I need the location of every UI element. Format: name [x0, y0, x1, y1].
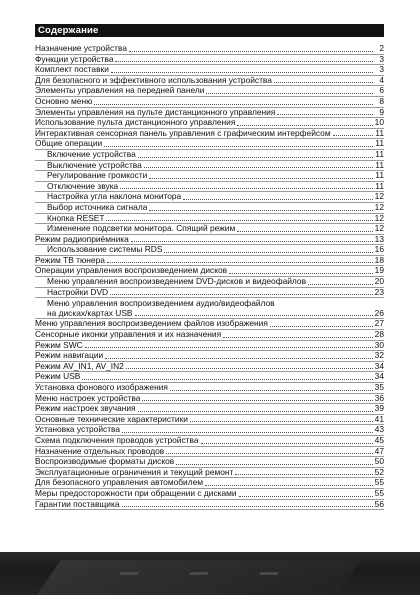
- toc-entry: [35, 288, 384, 299]
- dot-leader: [164, 251, 372, 253]
- toc-entry-page: 11: [375, 160, 384, 170]
- dot-leader: [135, 314, 373, 316]
- toc-entry: [35, 330, 384, 341]
- dot-leader: [170, 389, 373, 391]
- dot-leader: [129, 50, 373, 52]
- toc-entry: [35, 129, 384, 140]
- toc-entry-page: 10: [374, 118, 384, 128]
- toc-entry-page: 27: [374, 319, 384, 329]
- toc-entry-title: Меню управления воспроизведением файлов изображения: [35, 319, 268, 329]
- toc-entry-title: Режим USB: [35, 372, 81, 382]
- toc-entry: [35, 214, 384, 225]
- toc-entry: [35, 489, 384, 500]
- table-of-contents: [35, 44, 384, 510]
- toc-entry: [35, 362, 384, 373]
- toc-entry: [35, 341, 384, 352]
- toc-entry: [35, 256, 384, 267]
- dot-leader: [142, 399, 372, 401]
- toc-entry-title: Основно меню: [35, 96, 93, 106]
- toc-entry-page: 11: [375, 128, 384, 138]
- toc-entry-title: Комплект поставки: [35, 65, 109, 75]
- dot-leader: [277, 306, 373, 307]
- toc-entry: [35, 500, 384, 511]
- toc-entry-page: 16: [374, 245, 384, 255]
- toc-entry: [35, 277, 384, 288]
- toc-entry-page: 3: [379, 65, 384, 75]
- toc-entry-title: Режим настроек звучания: [35, 404, 136, 414]
- dot-leader: [190, 420, 373, 422]
- toc-entry-page: 13: [374, 234, 384, 244]
- toc-entry-title: Для безопасного управления автомобилем: [35, 478, 204, 488]
- dot-leader: [131, 240, 373, 242]
- dot-leader: [126, 367, 373, 369]
- toc-entry-page: 55: [374, 488, 384, 498]
- toc-entry: [35, 319, 384, 330]
- toc-entry-title: Режим ТВ тюнера: [35, 255, 105, 265]
- toc-entry: [35, 97, 384, 108]
- toc-entry-page: 4: [379, 75, 384, 85]
- toc-entry: [35, 171, 384, 182]
- toc-entry-title: Установка устройства: [35, 425, 121, 435]
- toc-entry-page: 20: [374, 277, 384, 287]
- dot-leader: [105, 357, 372, 359]
- toc-entry-title: Элементы управления на передней панели: [35, 86, 205, 96]
- toc-entry-page: 47: [374, 446, 384, 456]
- toc-entry-page: 32: [374, 351, 384, 361]
- dot-leader: [183, 198, 372, 200]
- toc-entry-title: Регулирование громкости: [47, 171, 148, 181]
- toc-entry-page: 39: [374, 404, 384, 414]
- toc-entry-page: 11: [375, 171, 384, 181]
- road-graphic: [19, 560, 361, 595]
- dot-leader: [274, 81, 373, 83]
- dot-leader: [122, 431, 373, 433]
- toc-entry-page: 3: [379, 54, 384, 64]
- toc-entry: [35, 182, 384, 193]
- toc-entry-page: 26: [374, 308, 384, 318]
- toc-entry-title: Меню управления воспроизведением DVD-дисков и видеофайлов: [47, 277, 307, 287]
- dot-leader: [223, 336, 373, 338]
- toc-entry-title: Общие операции: [35, 139, 103, 149]
- toc-entry-page: 45: [374, 435, 384, 445]
- toc-entry-title: Настройки DVD: [47, 287, 109, 297]
- toc-entry: [35, 150, 384, 161]
- toc-entry-title: Выбор источника сигнала: [47, 202, 148, 212]
- toc-entry-title: Гарантии поставщика: [35, 499, 120, 509]
- toc-entry-page: 52: [374, 467, 384, 477]
- toc-entry: [35, 266, 384, 277]
- toc-entry: [35, 394, 384, 405]
- toc-entry: [35, 245, 384, 256]
- toc-entry-page: 35: [374, 383, 384, 392]
- toc-entry-title: Включение устройства: [47, 149, 136, 159]
- toc-entry-title: Меню управления воспроизведением аудио/видеофайлов: [47, 298, 275, 309]
- toc-entry: [35, 108, 384, 119]
- toc-entry: [35, 383, 384, 394]
- road-stripe: [189, 572, 209, 575]
- toc-entry-page: 34: [374, 372, 384, 382]
- toc-entry-title: Использование системы RDS: [47, 245, 163, 255]
- toc-entry-page: 50: [374, 457, 384, 467]
- dot-leader: [205, 484, 373, 486]
- toc-entry-title: Меры предосторожности при обращении с дисками: [35, 488, 237, 498]
- toc-entry: [35, 192, 384, 203]
- toc-entry: [35, 372, 384, 383]
- toc-entry: [35, 161, 384, 172]
- dot-leader: [106, 219, 372, 221]
- toc-entry-title: Установка фонового изображения: [35, 383, 168, 392]
- dot-leader: [104, 145, 373, 147]
- toc-entry-page: 12: [374, 224, 384, 234]
- dot-leader: [138, 410, 373, 412]
- toc-entry-title: Эксплуатационные ограничения и текущий ремонт: [35, 467, 234, 477]
- toc-entry-title: Выключение устройства: [47, 160, 142, 170]
- toc-entry: [35, 468, 384, 479]
- toc-entry-title: Режим навигации: [35, 351, 104, 361]
- toc-entry-page: 8: [379, 96, 384, 106]
- toc-entry-title: Настройка угла наклона монитора: [47, 192, 182, 202]
- toc-entry-page: 12: [374, 202, 384, 212]
- dot-leader: [94, 103, 373, 105]
- dot-leader: [110, 293, 373, 295]
- dot-leader: [206, 92, 373, 94]
- toc-entry-title: Операции управления воспроизведением дисков: [35, 266, 228, 276]
- toc-entry: [35, 224, 384, 235]
- toc-entry-title: Схема подключения проводов устройства: [35, 435, 199, 445]
- dot-leader: [82, 378, 372, 380]
- section-title: Содержание: [38, 25, 99, 36]
- dot-leader: [235, 473, 372, 475]
- toc-entry: [35, 436, 384, 447]
- toc-entry-title: Назначение отдельных проводов: [35, 446, 165, 456]
- toc-entry-page: 19: [374, 266, 384, 276]
- dot-leader: [149, 209, 372, 211]
- toc-entry-page: 11: [375, 149, 384, 159]
- toc-entry: [35, 478, 384, 489]
- dot-leader: [333, 134, 373, 136]
- dot-leader: [239, 495, 373, 497]
- toc-entry-title: Элементы управления на пульте дистанционного управления: [35, 107, 276, 117]
- toc-entry-page: 34: [374, 361, 384, 371]
- dot-leader: [111, 71, 373, 73]
- toc-entry-title: Для безопасного и эффективного использования устройства: [35, 75, 272, 85]
- toc-entry-page: 9: [379, 107, 384, 117]
- dot-leader: [138, 156, 373, 158]
- toc-entry-page: 56: [374, 499, 384, 509]
- toc-entry-title: Режим радиоприёмника: [35, 234, 129, 244]
- toc-entry: [35, 415, 384, 426]
- toc-entry: [35, 235, 384, 246]
- toc-entry-title: Отключение звука: [47, 181, 119, 191]
- toc-entry-title: Кнопка RESET: [47, 213, 105, 223]
- road-stripe: [259, 572, 279, 575]
- dot-leader: [149, 177, 373, 179]
- toc-entry-page: 28: [374, 330, 384, 340]
- toc-entry: [35, 139, 384, 150]
- dot-leader: [270, 325, 373, 327]
- toc-entry-page: 23: [374, 287, 384, 297]
- toc-entry-page: 2: [379, 44, 384, 53]
- toc-entry: [35, 55, 384, 66]
- toc-entry-page: 11: [375, 139, 384, 149]
- toc-entry: [35, 425, 384, 436]
- toc-entry-page: 12: [374, 192, 384, 202]
- dot-leader: [277, 113, 373, 115]
- toc-entry-title: Сенсорные иконки управления и их назначения: [35, 330, 222, 340]
- dot-leader: [229, 272, 373, 274]
- toc-entry-page: 43: [374, 425, 384, 435]
- toc-entry: [35, 309, 384, 320]
- toc-entry-title: Назначение устройства: [35, 44, 128, 53]
- toc-entry: [35, 457, 384, 468]
- dot-leader: [115, 60, 373, 62]
- toc-entry-title: Режим SWC: [35, 340, 83, 350]
- toc-entry-title: Меню настроек устройства: [35, 393, 141, 403]
- toc-entry-page: 55: [374, 478, 384, 488]
- toc-entry-title: Режим AV_IN1, AV_IN2: [35, 361, 124, 371]
- toc-entry: [35, 76, 384, 87]
- toc-entry: [35, 44, 384, 55]
- toc-entry-page: 11: [375, 181, 384, 191]
- dot-leader: [85, 346, 373, 348]
- dot-leader: [308, 283, 373, 285]
- toc-entry-title: Использование пульта дистанционного управления: [35, 118, 236, 128]
- toc-entry: [35, 86, 384, 97]
- toc-entry-title: Воспроизводимые форматы дисков: [35, 457, 175, 467]
- toc-entry-page: 41: [374, 414, 384, 424]
- dot-leader: [144, 166, 373, 168]
- toc-entry-page: 30: [374, 340, 384, 350]
- toc-entry-title: Изменение подсветки монитора. Спящий режим: [47, 224, 236, 234]
- dot-leader: [237, 124, 372, 126]
- dot-leader: [107, 261, 373, 263]
- toc-entry: [35, 404, 384, 415]
- toc-entry-page: 36: [374, 393, 384, 403]
- toc-entry-title: на дисках/картах USB: [47, 308, 133, 318]
- dot-leader: [237, 230, 372, 232]
- section-title-bar: [35, 24, 384, 37]
- dot-leader: [201, 442, 373, 444]
- toc-entry-title: Функции устройства: [35, 54, 114, 64]
- toc-entry-page: 12: [374, 213, 384, 223]
- toc-entry-page: 6: [379, 86, 384, 96]
- toc-entry: [35, 447, 384, 458]
- toc-entry-title: Интерактивная сенсорная панель управления с графическим интерфейсом: [35, 128, 331, 138]
- dot-leader: [122, 505, 373, 507]
- decorative-footer-image: [0, 552, 420, 595]
- toc-entry: [35, 118, 384, 129]
- toc-entry: [35, 351, 384, 362]
- toc-entry: [35, 65, 384, 76]
- toc-entry-page: 18: [374, 255, 384, 265]
- dot-leader: [176, 463, 372, 465]
- road-stripe: [119, 572, 139, 575]
- toc-entry: [35, 203, 384, 214]
- dot-leader: [166, 452, 372, 454]
- toc-entry: [35, 298, 384, 309]
- dot-leader: [120, 187, 373, 189]
- toc-entry-title: Основные технические характеристики: [35, 414, 188, 424]
